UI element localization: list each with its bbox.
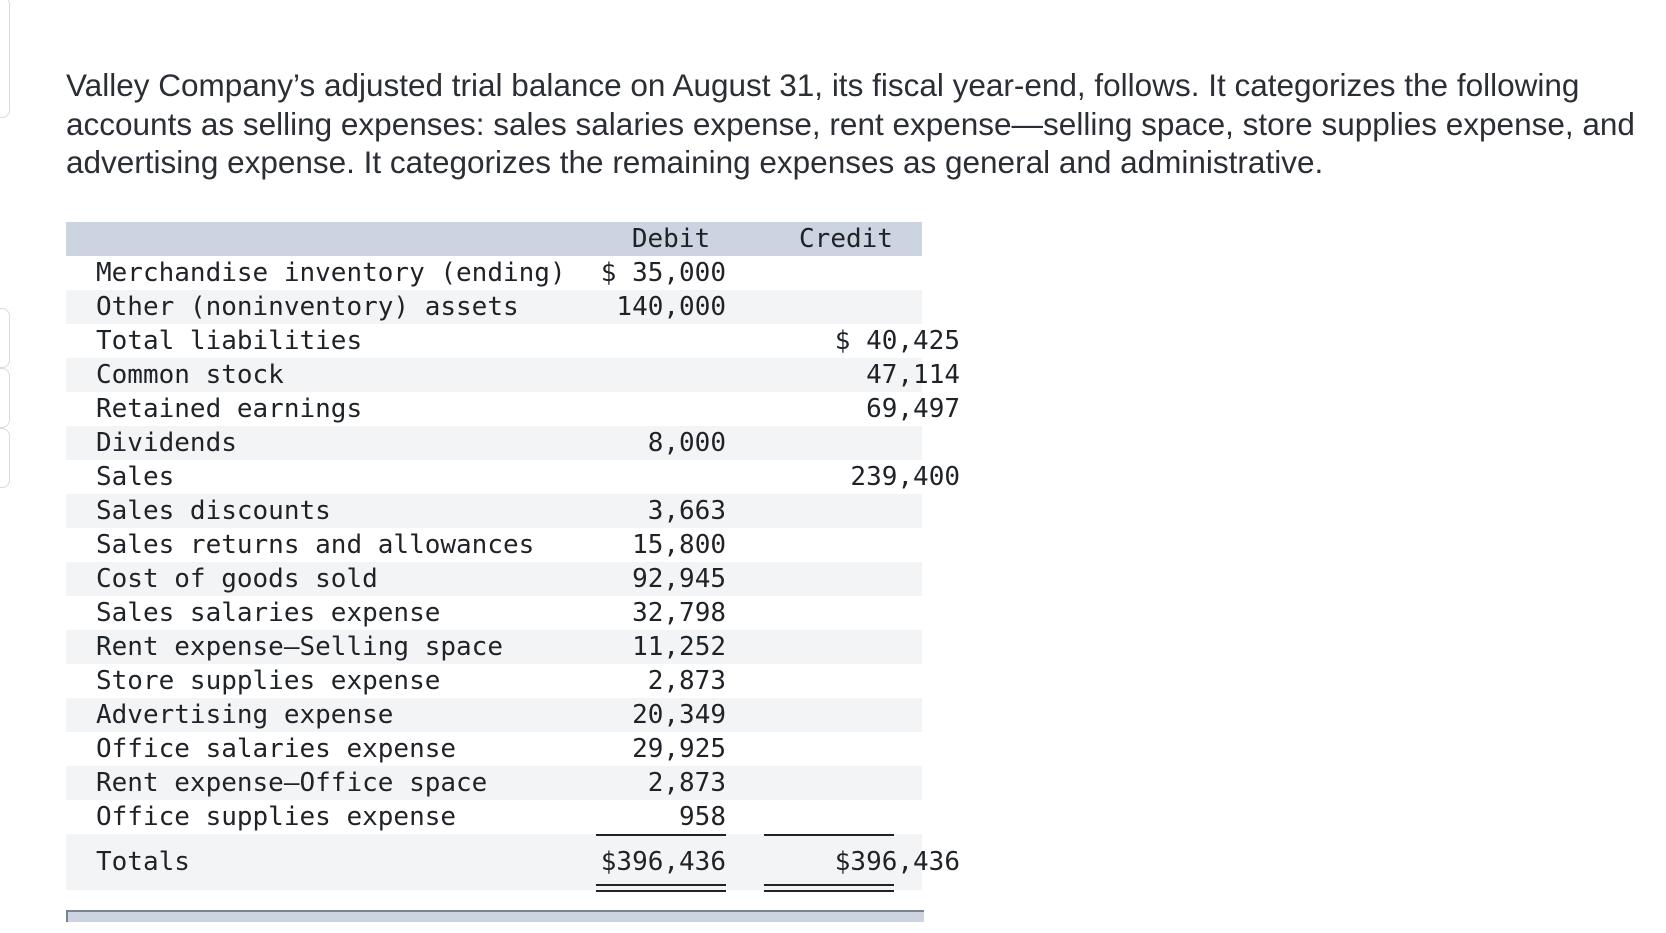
table-row <box>66 596 922 630</box>
side-panel-tab <box>0 308 10 368</box>
table-header <box>66 222 922 256</box>
table-row <box>66 800 922 834</box>
account-label: Cost of goods sold <box>96 564 378 594</box>
debit-header: Debit <box>631 224 711 254</box>
account-label: Common stock <box>96 360 284 390</box>
table-row <box>66 324 960 358</box>
debit-value: 2,873 <box>647 666 726 696</box>
credit-value: 239,400 <box>850 462 960 492</box>
table-row <box>66 256 922 290</box>
account-label: Store supplies expense <box>96 666 441 696</box>
problem-statement: Valley Company’s adjusted trial balance on August 31, its fiscal year-end, follows. It categorizes the following accounts as selling expenses: sales salaries expense, rent expense—selling space, store supplies expense, and advertising expense. It categorizes the remaining expenses as general and administrative. <box>66 67 1635 180</box>
table-row <box>66 766 922 800</box>
table-row <box>66 460 960 494</box>
totals-label: Totals <box>96 847 190 877</box>
table-row <box>66 698 922 732</box>
debit-double-rule <box>596 884 726 892</box>
totals-row <box>66 834 960 890</box>
account-label: Dividends <box>96 428 237 458</box>
account-label: Retained earnings <box>96 394 363 424</box>
credit-sum-rule <box>764 834 894 836</box>
account-label: Sales salaries expense <box>96 598 441 628</box>
credit-header: Credit <box>799 224 893 254</box>
table-row <box>66 664 922 698</box>
account-label: Office supplies expense <box>96 802 457 832</box>
debit-value: 20,349 <box>632 700 726 730</box>
debit-value: 92,945 <box>632 564 726 594</box>
credit-double-rule <box>764 884 894 892</box>
account-label: Total liabilities <box>96 326 363 356</box>
credit-value: 69,497 <box>866 394 960 424</box>
debit-value: 3,663 <box>647 496 726 526</box>
debit-value: 29,925 <box>632 734 726 764</box>
debit-sum-rule <box>596 834 726 836</box>
account-label: Office salaries expense <box>96 734 457 764</box>
debit-value: 32,798 <box>632 598 726 628</box>
table-row <box>66 528 922 562</box>
table-row <box>66 426 922 460</box>
debit-value: 11,252 <box>632 632 726 662</box>
table-row <box>66 290 922 324</box>
table-row <box>66 562 922 596</box>
table-row <box>66 392 960 426</box>
debit-value: 8,000 <box>647 428 726 458</box>
account-label: Rent expense—Selling space <box>96 632 503 662</box>
debit-value: 2,873 <box>647 768 726 798</box>
account-label: Other (noninventory) assets <box>96 292 519 322</box>
account-label: Advertising expense <box>96 700 394 730</box>
credit-total: $396,436 <box>834 847 960 877</box>
debit-value: 15,800 <box>632 530 726 560</box>
account-label: Rent expense—Office space <box>96 768 488 798</box>
credit-value: $ 40,425 <box>834 326 960 356</box>
debit-value: $ 35,000 <box>600 258 726 288</box>
side-panel-tab <box>0 0 10 118</box>
table-row <box>66 494 922 528</box>
side-panel-tab <box>0 428 10 488</box>
account-label: Merchandise inventory (ending) <box>96 258 566 288</box>
debit-value: 140,000 <box>616 292 726 322</box>
table-row <box>66 732 922 766</box>
account-label: Sales returns and allowances <box>96 530 535 560</box>
table-row <box>66 630 922 664</box>
trial-balance-table <box>66 222 960 890</box>
credit-value: 47,114 <box>866 360 960 390</box>
account-label: Sales <box>96 462 175 492</box>
side-panel-tab <box>0 368 10 428</box>
debit-total: $396,436 <box>600 847 726 877</box>
table-row <box>66 358 960 392</box>
account-label: Sales discounts <box>96 496 331 526</box>
debit-value: 958 <box>679 802 726 832</box>
table-footer-bar <box>66 910 924 922</box>
